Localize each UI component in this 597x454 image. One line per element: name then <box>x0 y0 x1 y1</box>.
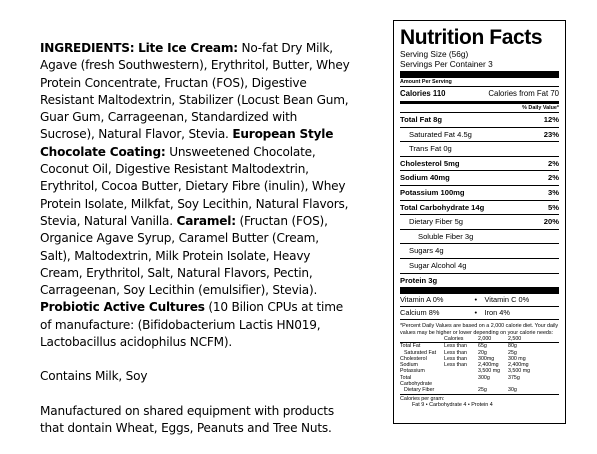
coating-text: Unsweetened Chocolate, Coconut Oil, Digestive Resistant Maltodextrin, Erythritol, Cocoa Butter, Dietary Fibre (inulin), Whey Protein Isolate, Milkfat, Soy Lecithin, Natural Flavors, Stevia, Natural Vanilla. <box>40 144 349 228</box>
nutrient-label: Sodium 40mg <box>400 173 450 183</box>
dv-table-header: Calories 2,000 2,500 <box>444 335 522 342</box>
calories-label: Calories 110 <box>400 89 446 98</box>
calories-row <box>400 87 559 101</box>
nutrient-label: Total Carbohydrate 14g <box>400 202 485 212</box>
lite-ice-cream-text: No-fat Dry Milk, Agave (fresh Southwestern), Erythritol, Butter, Whey Protein Concentrate, Fructan (FOS), Digestive Resistant Maltodextrin, Stabilizer (Locust Bean Gum, Guar Gum, Carrageenan, Standardized with Sucrose), Natural Flavor, Stevia. <box>40 41 350 142</box>
nutrient-row <box>400 141 559 156</box>
serving-size: Serving Size (56g) <box>400 49 469 59</box>
nutrient-label: Potassium 100mg <box>400 187 465 197</box>
amount-per-serving: Amount Per Serving <box>400 79 452 85</box>
vitamin-row: Calcium 8% • Iron 4% <box>400 307 559 319</box>
calcium: Calcium 8% <box>400 308 440 318</box>
lite-ice-cream-label: Lite Ice Cream: <box>138 41 238 55</box>
nutrient-label: Protein 3g <box>400 275 438 285</box>
vitamin-a: Vitamin A 0% <box>400 295 444 305</box>
dv-table-row: Total Fat Less than 65g 80g <box>400 343 517 350</box>
nutrient-dv: 3% <box>548 187 559 197</box>
nutrient-label: Dietary Fiber 5g <box>409 217 464 227</box>
vitamin-row: Vitamin A 0% • Vitamin C 0% <box>400 294 559 306</box>
dv-table-row: Sodium Less than 2,400mg 2,400mg <box>400 362 529 369</box>
nutrient-label: Saturated Fat 4.5g <box>409 129 472 139</box>
nutrient-label: Sugar Alcohol 4g <box>409 260 467 270</box>
calories-per-gram-values: Fat 9 • Carbohydrate 4 • Protein 4 <box>412 402 493 409</box>
nutrient-label: Cholesterol 5mg <box>400 158 460 168</box>
nutrient-label: Trans Fat 0g <box>409 144 452 154</box>
caramel-label: Caramel: <box>176 213 236 228</box>
nutrient-row <box>400 201 559 215</box>
dv-table-row: Total Carbohydrate 300g 375g <box>400 374 520 388</box>
nutrient-row <box>400 258 559 273</box>
nutrient-row <box>400 243 559 258</box>
nutrient-dv: 12% <box>543 115 559 124</box>
nutrient-dv: 5% <box>548 202 559 212</box>
dv-table-row: Dietary Fiber 25g 30g <box>404 387 517 394</box>
manufacturing-note: Manufactured on shared equipment with products that dontain Wheat, Eggs, Peanuts and Tree Nuts. <box>40 403 334 435</box>
nutrient-row <box>400 157 559 171</box>
nutrient-row <box>400 229 559 244</box>
probiotic-label: Probiotic Active Cultures <box>40 300 205 315</box>
dv-table-row: Saturated Fat Less than 20g 25g <box>404 349 517 356</box>
calories-per-gram-label: Calories per gram: <box>400 395 445 402</box>
ingredients-block <box>40 40 352 437</box>
servings-per-container: Servings Per Container 3 <box>400 59 493 69</box>
calories-from-fat: Calories from Fat 70 <box>488 89 559 98</box>
nutrient-dv: 2% <box>548 158 559 168</box>
nutrient-label: Sugars 4g <box>409 246 444 256</box>
nutrient-row <box>400 186 559 200</box>
nutrient-dv: 20% <box>543 217 559 227</box>
caramel-text: (Fructan (FOS), Organice Agave Syrup, Caramel Butter (Cream, Salt), Maltodextrin, Milk Protein Isolate, Heavy Cream, Erythritol, Salt, Natural Flavors, Pectin, Carrageenan, Soy Lecithin (emulsifier), Stevia). <box>40 213 328 298</box>
vitamin-c: Vitamin C 0% <box>484 295 530 305</box>
nutrient-row <box>400 128 559 142</box>
iron: Iron 4% <box>484 308 510 318</box>
nutrient-dv: 23% <box>543 129 559 139</box>
nutrient-label: Total Fat 8g <box>400 115 443 124</box>
daily-value-header: % Daily Value* <box>522 105 559 111</box>
nutrient-dv: 2% <box>548 173 559 183</box>
daily-value-footnote: *Percent Daily Values are based on a 2,000 calorie diet. Your daily values may be higher or lower depending on your calorie needs: <box>400 323 559 336</box>
dv-table-row: Cholesterol Less than 300mg 300 mg <box>400 355 526 362</box>
nutrition-facts-title: Nutrition Facts <box>400 26 543 49</box>
nutrient-row <box>400 171 559 185</box>
nutrient-label: Soluble Fiber 3g <box>418 231 474 241</box>
allergen-contains: Contains Milk, Soy <box>40 369 148 384</box>
probiotic-text: (10 Bilion CPUs at time of manufacture: (Bifidobacterium Lactis HN019, Lactobacillus acidophilus NCFM). <box>40 300 344 350</box>
ingredients-paragraph <box>40 40 352 351</box>
nutrient-row <box>400 214 559 229</box>
nutrient-row <box>400 274 559 288</box>
ingredients-heading: INGREDIENTS: <box>40 41 135 55</box>
nutrition-facts-panel <box>393 20 566 424</box>
dv-table-row: Potassium 3,500 mg 3,500 mg <box>400 368 531 375</box>
nutrient-row <box>400 113 559 127</box>
coating-label: European Style Chocolate Coating: <box>40 127 334 159</box>
